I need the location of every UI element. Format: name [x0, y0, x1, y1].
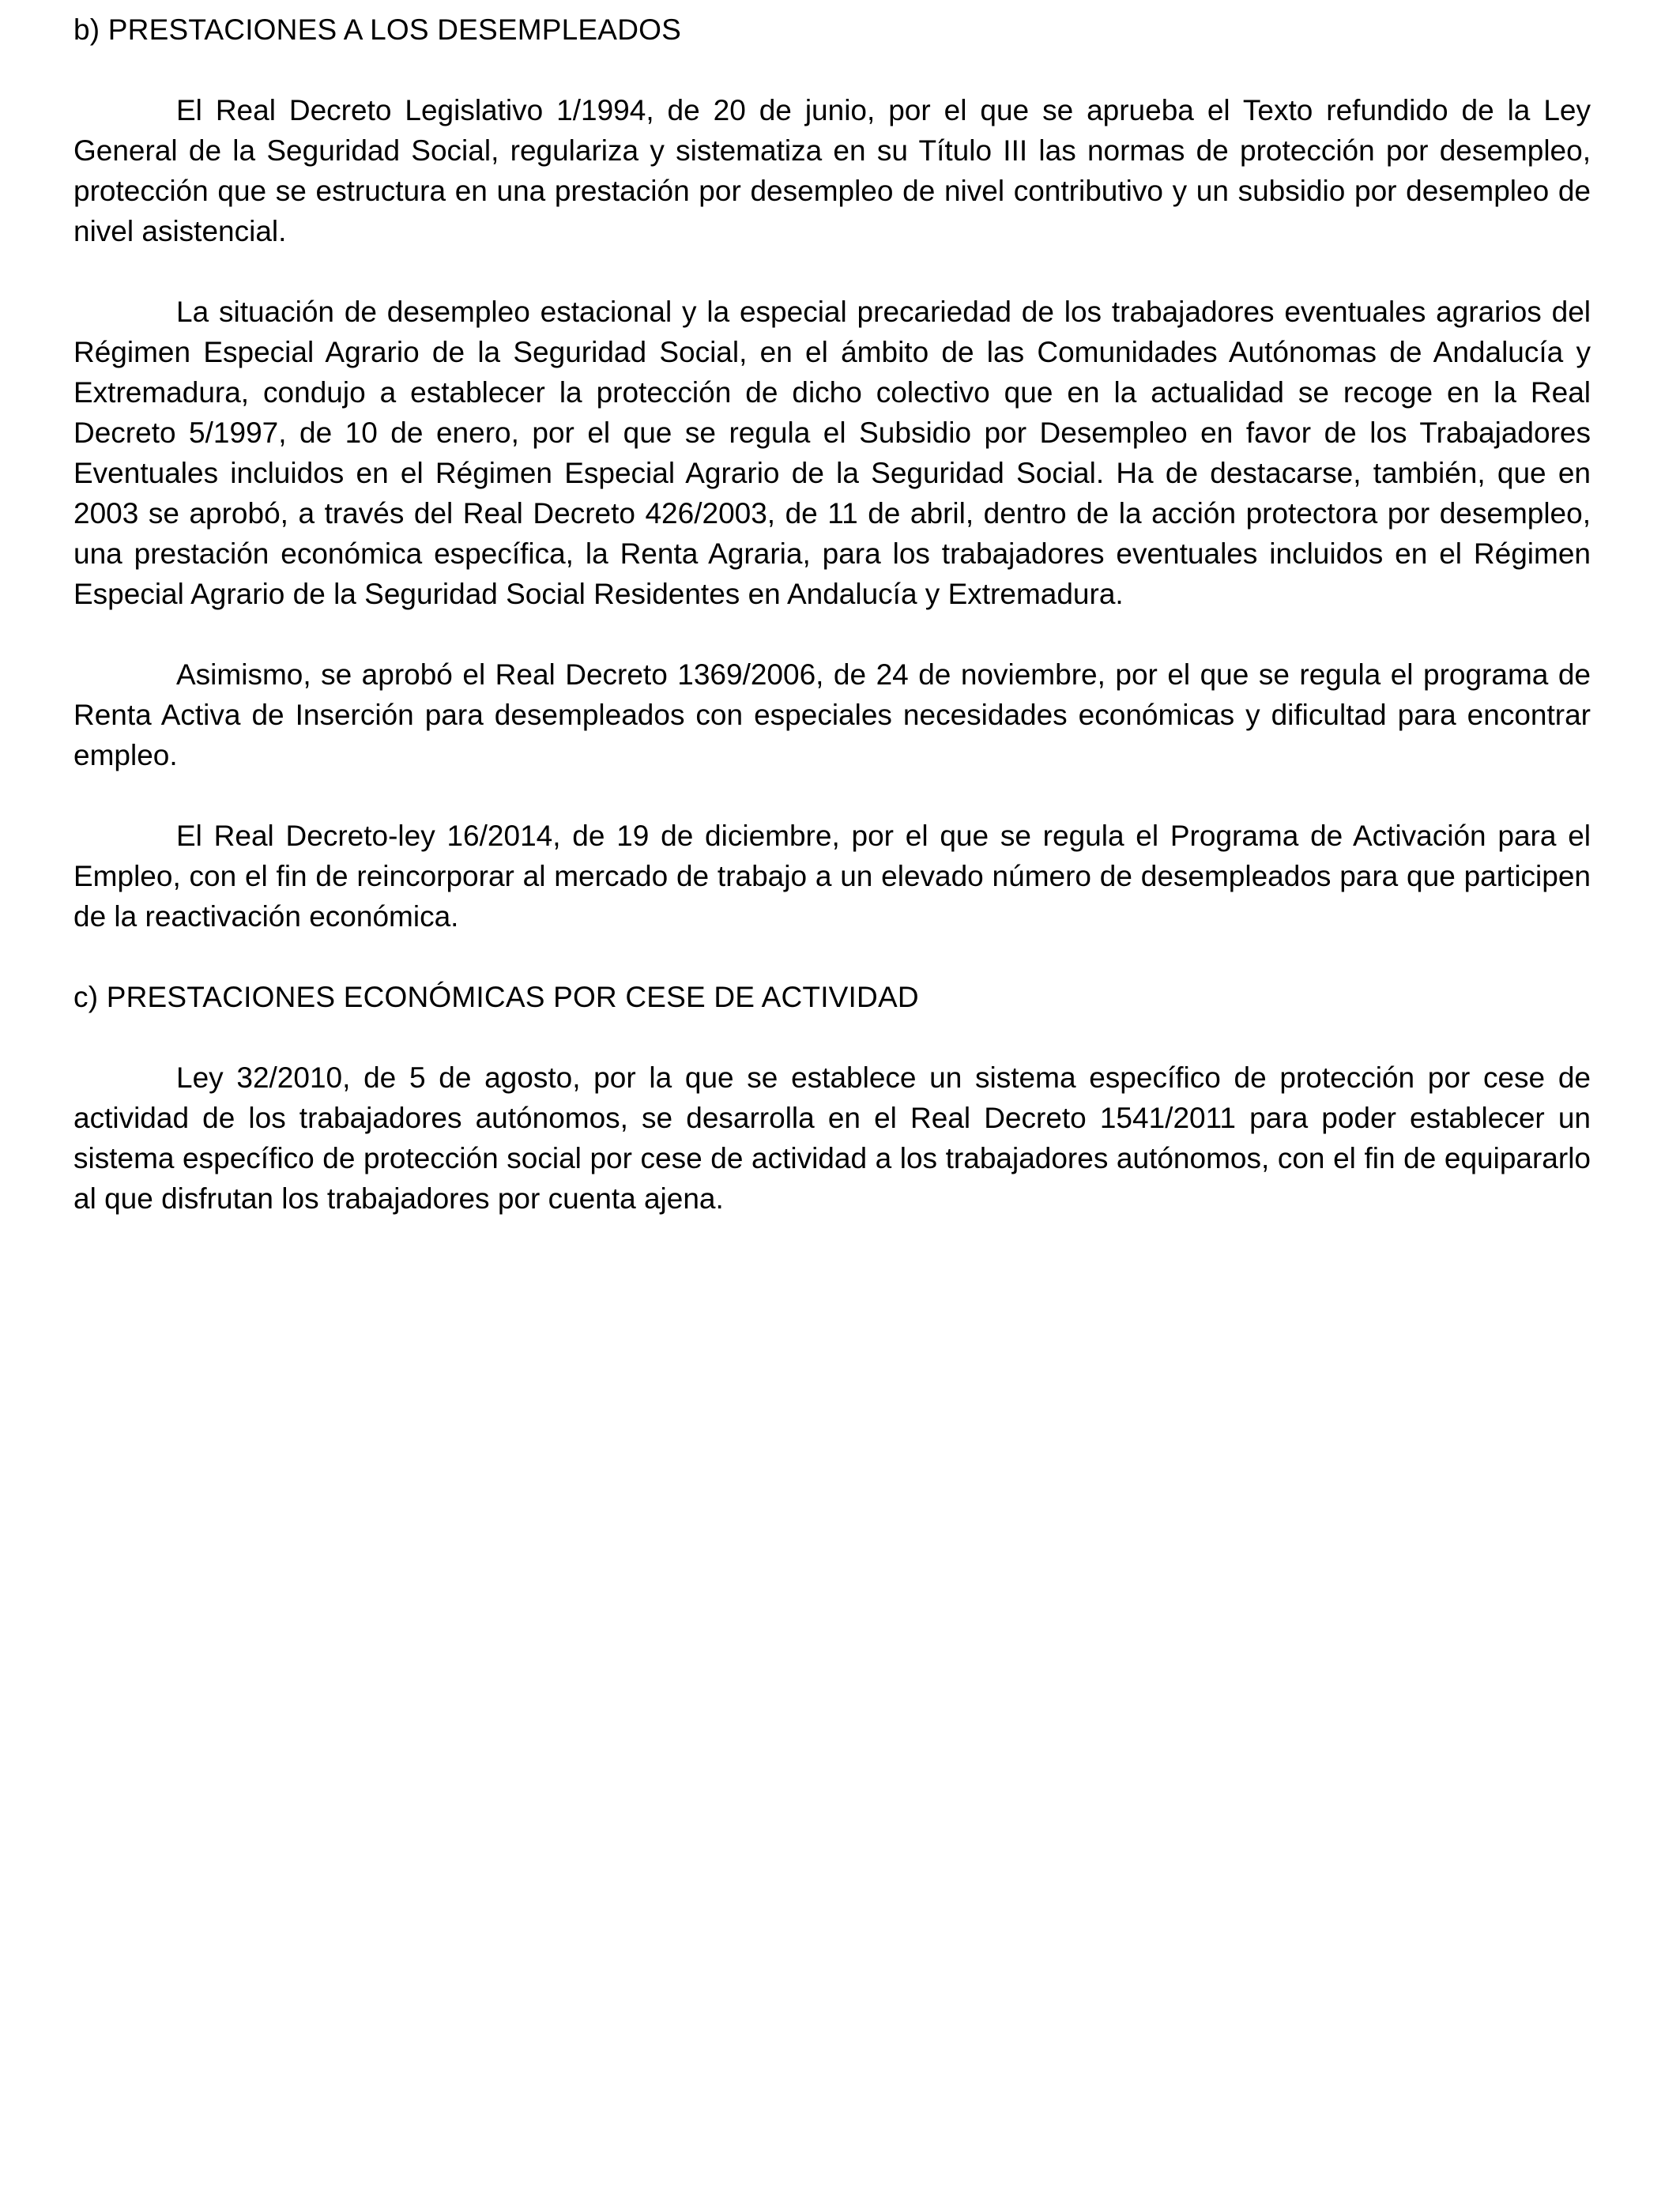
section-b-heading: b) PRESTACIONES A LOS DESEMPLEADOS: [73, 13, 681, 46]
section-c-heading: c) PRESTACIONES ECONÓMICAS POR CESE DE ACTIVIDAD: [73, 981, 919, 1013]
section-b-paragraph-3: Asimismo, se aprobó el Real Decreto 1369/2006, de 24 de noviembre, por el que se regula el programa de Renta Activa de Inserción para desempleados con especiales necesidades económicas y dificultad para encontrar empleo.: [73, 658, 1591, 771]
section-b-paragraph-4: El Real Decreto-ley 16/2014, de 19 de diciembre, por el que se regula el Programa de Activación para el Empleo, con el fin de reincorporar al mercado de trabajo a un elevado número de desempleados para que participen de la reactivación económica.: [73, 820, 1591, 933]
section-c-paragraph-1: Ley 32/2010, de 5 de agosto, por la que se establece un sistema específico de protección por cese de actividad de los trabajadores autónomos, se desarrolla en el Real Decreto 1541/2011 para poder establecer un sistema específico de protección social por cese de actividad a los trabajadores autónomos, con el fin de equipararlo al que disfrutan los trabajadores por cuenta ajena.: [73, 1061, 1591, 1215]
section-b-paragraph-1: El Real Decreto Legislativo 1/1994, de 20 de junio, por el que se aprueba el Texto refundido de la Ley General de la Seguridad Social, regulariza y sistematiza en su Título III las normas de protección por desempleo, protección que se estructura en una prestación por desempleo de nivel contributivo y un subsidio por desempleo de nivel asistencial.: [73, 94, 1591, 247]
document-page: [73, 9, 1591, 1219]
section-b-paragraph-2: La situación de desempleo estacional y la especial precariedad de los trabajadores eventuales agrarios del Régimen Especial Agrario de la Seguridad Social, en el ámbito de las Comunidades Autónomas de Andalucía y Extremadura, condujo a establecer la protección de dicho colectivo que en la actualidad se recoge en la Real Decreto 5/1997, de 10 de enero, por el que se regula el Subsidio por Desempleo en favor de los Trabajadores Eventuales incluidos en el Régimen Especial Agrario de la Seguridad Social. Ha de destacarse, también, que en 2003 se aprobó, a través del Real Decreto 426/2003, de 11 de abril, dentro de la acción protectora por desempleo, una prestación económica específica, la Renta Agraria, para los trabajadores eventuales incluidos en el Régimen Especial Agrario de la Seguridad Social Residentes en Andalucía y Extremadura.: [73, 296, 1591, 610]
